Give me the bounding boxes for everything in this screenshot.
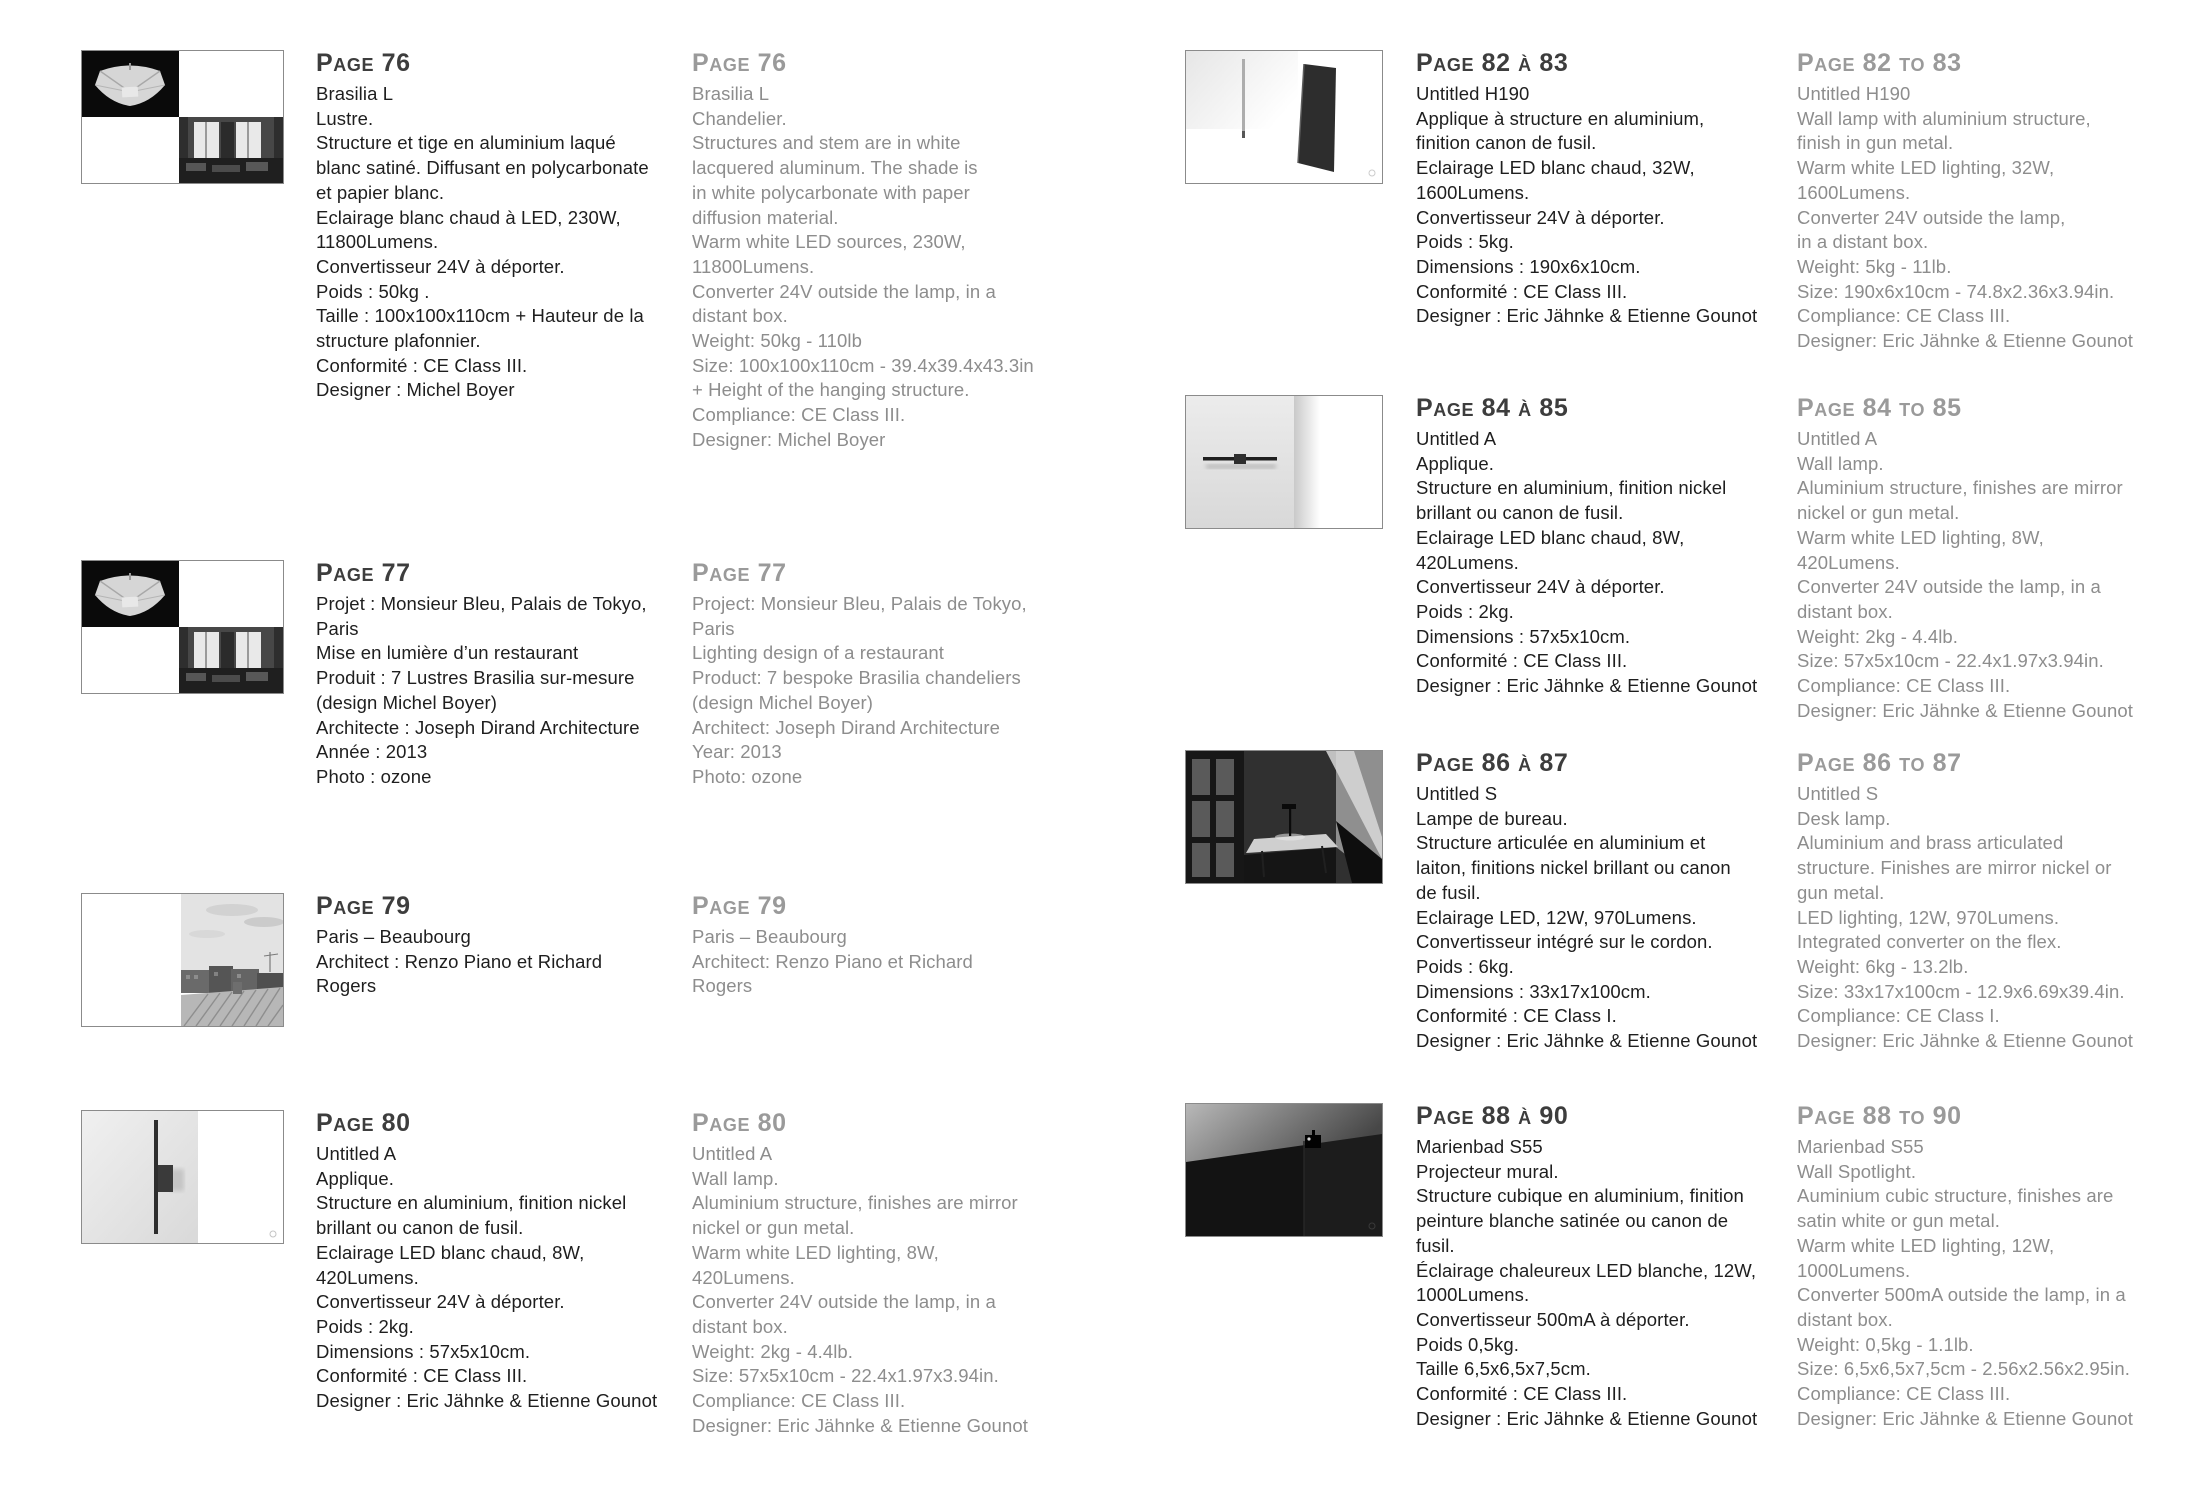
text-line: Untitled A — [692, 1143, 773, 1164]
text-line: Architect: Joseph Dirand Architecture — [692, 716, 1001, 738]
text-line: Designer: Michel Boyer — [692, 428, 886, 450]
text-line: diffusion material. — [692, 206, 839, 228]
text-line: Structure en aluminium, finition nickel — [316, 1192, 627, 1214]
text-line: Designer: Eric Jähnke & Etienne Gounot — [692, 1414, 1028, 1436]
text-line: Size: 33x17x100cm - 12.9x6.69x39.4in. — [1797, 980, 2125, 1002]
text-line: Weight: 0,5kg - 1.1lb. — [1797, 1333, 1974, 1355]
page-heading-en: Page 80 — [692, 1109, 787, 1137]
untitled-h190-wall-lamp-photo — [1185, 50, 1383, 184]
description-text-en — [692, 925, 1087, 999]
text-line: 11800Lumens. — [692, 255, 815, 277]
description-text-fr — [1416, 1135, 1797, 1431]
text-line: Weight: 6kg - 13.2lb. — [1797, 955, 1969, 977]
french-description-column — [316, 560, 692, 790]
text-line: Lustre. — [316, 107, 374, 129]
english-description-column — [692, 1110, 1087, 1438]
description-text-en — [1797, 1135, 2192, 1431]
text-line: Convertisseur 24V à déporter. — [316, 255, 565, 277]
text-line: Compliance: CE Class III. — [692, 404, 906, 426]
page-heading-fr: Page 79 — [316, 892, 411, 920]
text-line: 420Lumens. — [692, 1266, 795, 1288]
text-line: Warm white LED sources, 230W, — [692, 231, 966, 253]
description-text-en — [692, 82, 1087, 453]
text-line: Designer : Eric Jähnke & Etienne Gounot — [316, 1390, 658, 1412]
text-line: Poids : 5kg. — [1416, 231, 1514, 253]
text-line: Conformité : CE Class III. — [1416, 1383, 1628, 1405]
catalog-entry-page-86-87 — [1185, 750, 2192, 1054]
text-line: Wall Spotlight. — [1797, 1160, 1917, 1182]
text-line: Paris – Beaubourg — [692, 926, 847, 947]
text-line: Dimensions : 57x5x10cm. — [316, 1340, 531, 1362]
english-description-column — [1797, 50, 2192, 354]
page-heading-fr: Page 76 — [316, 49, 411, 77]
text-line: Poids : 50kg . — [316, 280, 430, 302]
text-line: Warm white LED lighting, 8W, — [1797, 526, 2044, 548]
text-line: Year: 2013 — [692, 741, 782, 763]
text-line: Convertisseur intégré sur le cordon. — [1416, 931, 1713, 953]
text-line: Untitled A — [1797, 428, 1878, 449]
text-line: Produit : 7 Lustres Brasilia sur-mesure — [316, 667, 635, 689]
text-line: Desk lamp. — [1797, 807, 1891, 829]
text-line: Designer : Eric Jähnke & Etienne Gounot — [1416, 1030, 1758, 1052]
untitled-a-horizontal-wall-lamp-photo — [1185, 395, 1383, 529]
french-description-column — [316, 50, 692, 403]
untitled-a-wall-lamp-photo — [81, 1110, 284, 1244]
text-line: Converter 24V outside the lamp, in a — [692, 280, 996, 302]
text-line: Designer : Eric Jähnke & Etienne Gounot — [1416, 675, 1758, 697]
text-line: Paris – Beaubourg — [316, 926, 471, 947]
text-line: (design Michel Boyer) — [692, 691, 874, 713]
english-description-column — [1797, 750, 2192, 1054]
text-line: Paris — [316, 617, 359, 639]
text-line: Poids : 6kg. — [1416, 955, 1514, 977]
text-line: Taille 6,5x6,5x7,5cm. — [1416, 1358, 1591, 1380]
text-line: Conformité : CE Class III. — [316, 354, 528, 376]
text-line: Weight: 5kg - 11lb. — [1797, 255, 1952, 277]
brasilia-chandelier-collage-image — [81, 560, 284, 694]
text-line: Integrated converter on the flex. — [1797, 931, 2062, 953]
page-heading-fr: Page 84 à 85 — [1416, 394, 1569, 422]
brasilia-collage-graphic — [82, 561, 283, 693]
text-line: Applique. — [1416, 452, 1495, 474]
text-line: Designer: Eric Jähnke & Etienne Gounot — [1797, 1407, 2133, 1429]
catalog-entry-page-77 — [81, 560, 1087, 790]
text-line: Warm white LED lighting, 32W, — [1797, 157, 2055, 179]
french-description-column — [1416, 1103, 1797, 1431]
text-line: Brasilia L — [316, 83, 394, 104]
wall-lamp-horizontal-graphic — [1186, 396, 1382, 528]
text-line: Wall lamp. — [1797, 452, 1884, 474]
text-line: Structure cubique en aluminium, finition — [1416, 1185, 1744, 1207]
text-line: Weight: 2kg - 4.4lb. — [692, 1340, 854, 1362]
spotlight-dark-room-graphic — [1186, 1104, 1382, 1236]
description-text-fr — [1416, 782, 1797, 1054]
text-line: distant box. — [1797, 600, 1893, 622]
text-line: Dimensions : 33x17x100cm. — [1416, 980, 1651, 1002]
wall-lamp-vertical-graphic — [82, 1111, 283, 1243]
catalog-entry-page-82-83 — [1185, 50, 2192, 354]
page-heading-fr: Page 82 à 83 — [1416, 49, 1569, 77]
page-heading-en: Page 76 — [692, 49, 787, 77]
text-line: Conformité : CE Class I. — [1416, 1005, 1617, 1027]
text-line: Dimensions : 57x5x10cm. — [1416, 625, 1631, 647]
marienbad-s55-spotlight-photo — [1185, 1103, 1383, 1237]
description-text-en — [1797, 782, 2192, 1054]
text-line: Paris — [692, 617, 735, 639]
text-line: Rogers — [692, 975, 753, 997]
text-line: Aluminium and brass articulated — [1797, 832, 2064, 854]
text-line: Converter 24V outside the lamp, in a — [1797, 576, 2101, 598]
text-line: Structure articulée en aluminium et — [1416, 832, 1706, 854]
text-line: Aluminium structure, finishes are mirror — [1797, 477, 2123, 499]
text-line: Converter 24V outside the lamp, in a — [692, 1291, 996, 1313]
text-line: Structure en aluminium, finition nickel — [1416, 477, 1727, 499]
h190-lamp-graphic — [1186, 51, 1382, 183]
text-line: Architect : Renzo Piano et Richard — [316, 950, 603, 972]
text-line: Aluminium structure, finishes are mirror — [692, 1192, 1018, 1214]
text-line: Untitled A — [316, 1143, 397, 1164]
description-text-fr — [1416, 82, 1797, 329]
text-line: Compliance: CE Class III. — [1797, 305, 2011, 327]
text-line: Lampe de bureau. — [1416, 807, 1568, 829]
text-line: Mise en lumière d’un restaurant — [316, 642, 579, 664]
text-line: 1600Lumens. — [1797, 181, 1911, 203]
text-line: blanc satiné. Diffusant en polycarbonate — [316, 157, 649, 179]
french-description-column — [1416, 395, 1797, 699]
brasilia-chandelier-collage-image — [81, 50, 284, 184]
text-line: Photo: ozone — [692, 765, 803, 787]
text-line: Size: 57x5x10cm - 22.4x1.97x3.94in. — [692, 1365, 999, 1387]
page-heading-fr: Page 88 à 90 — [1416, 1102, 1569, 1130]
text-line: satin white or gun metal. — [1797, 1210, 2001, 1232]
catalog-entry-page-84-85 — [1185, 395, 2192, 723]
catalog-entry-page-79 — [81, 893, 1087, 1027]
text-line: Chandelier. — [692, 107, 787, 129]
text-line: Untitled S — [1416, 783, 1498, 804]
text-line: Untitled S — [1797, 783, 1879, 804]
text-line: peinture blanche satinée ou canon de — [1416, 1210, 1729, 1232]
text-line: Size: 6,5x6,5x7,5cm - 2.56x2.56x2.95in. — [1797, 1358, 2130, 1380]
text-line: Eclairage blanc chaud à LED, 230W, — [316, 206, 621, 228]
text-line: Projecteur mural. — [1416, 1160, 1559, 1182]
text-line: Size: 100x100x110cm - 39.4x39.4x43.3in — [692, 354, 1034, 376]
french-description-column — [316, 1110, 692, 1414]
description-text-en — [692, 592, 1087, 790]
text-line: structure. Finishes are mirror nickel or — [1797, 857, 2112, 879]
catalog-entry-page-76 — [81, 50, 1087, 453]
text-line: Size: 57x5x10cm - 22.4x1.97x3.94in. — [1797, 650, 2104, 672]
description-text-fr — [316, 592, 692, 790]
text-line: LED lighting, 12W, 970Lumens. — [1797, 906, 2060, 928]
brasilia-collage-graphic — [82, 51, 283, 183]
page-heading-en: Page 86 to 87 — [1797, 749, 1962, 777]
text-line: gun metal. — [1797, 881, 1885, 903]
catalog-entry-page-80 — [81, 1110, 1087, 1438]
text-line: Eclairage LED blanc chaud, 8W, — [316, 1241, 585, 1263]
english-description-column — [1797, 395, 2192, 723]
text-line: Conformité : CE Class III. — [316, 1365, 528, 1387]
text-line: Designer : Michel Boyer — [316, 379, 515, 401]
text-line: 11800Lumens. — [316, 231, 439, 253]
text-line: Projet : Monsieur Bleu, Palais de Tokyo, — [316, 593, 647, 614]
text-line: in a distant box. — [1797, 231, 1929, 253]
page-heading-fr: Page 86 à 87 — [1416, 749, 1569, 777]
text-line: Marienbad S55 — [1797, 1136, 1924, 1157]
text-line: Rogers — [316, 975, 377, 997]
text-line: Compliance: CE Class III. — [692, 1390, 906, 1412]
text-line: laiton, finitions nickel brillant ou canon — [1416, 857, 1731, 879]
text-line: Structure et tige en aluminium laqué — [316, 132, 616, 154]
text-line: Auminium cubic structure, finishes are — [1797, 1185, 2114, 1207]
text-line: nickel or gun metal. — [1797, 502, 1960, 524]
text-line: 1000Lumens. — [1416, 1284, 1530, 1306]
text-line: Poids : 2kg. — [316, 1315, 414, 1337]
text-line: brillant ou canon de fusil. — [316, 1217, 524, 1239]
text-line: Converter 500mA outside the lamp, in a — [1797, 1284, 2126, 1306]
text-line: Untitled H190 — [1797, 83, 1911, 104]
french-description-column — [1416, 750, 1797, 1054]
description-text-en — [1797, 427, 2192, 723]
text-line: Designer: Eric Jähnke & Etienne Gounot — [1797, 699, 2133, 721]
text-line: Éclairage chaleureux LED blanche, 12W, — [1416, 1259, 1757, 1281]
text-line: Applique à structure en aluminium, — [1416, 107, 1705, 129]
page-heading-fr: Page 80 — [316, 1109, 411, 1137]
text-line: Conformité : CE Class III. — [1416, 280, 1628, 302]
text-line: Photo : ozone — [316, 765, 432, 787]
text-line: finition canon de fusil. — [1416, 132, 1597, 154]
text-line: Untitled A — [1416, 428, 1497, 449]
text-line: distant box. — [1797, 1308, 1893, 1330]
french-description-column — [316, 893, 692, 999]
text-line: Weight: 50kg - 110lb — [692, 330, 862, 352]
text-line: brillant ou canon de fusil. — [1416, 502, 1624, 524]
text-line: Poids 0,5kg. — [1416, 1333, 1520, 1355]
text-line: Untitled H190 — [1416, 83, 1530, 104]
text-line: Converter 24V outside the lamp, — [1797, 206, 2066, 228]
text-line: Eclairage LED blanc chaud, 8W, — [1416, 526, 1685, 548]
text-line: Eclairage LED blanc chaud, 32W, — [1416, 157, 1695, 179]
text-line: Année : 2013 — [316, 741, 428, 763]
text-line: Designer: Eric Jähnke & Etienne Gounot — [1797, 330, 2133, 352]
text-line: Convertisseur 24V à déporter. — [1416, 206, 1665, 228]
text-line: de fusil. — [1416, 881, 1481, 903]
text-line: Marienbad S55 — [1416, 1136, 1543, 1157]
text-line: + Height of the hanging structure. — [692, 379, 970, 401]
text-line: 1000Lumens. — [1797, 1259, 1911, 1281]
text-line: Structures and stem are in white — [692, 132, 961, 154]
text-line: Lighting design of a restaurant — [692, 642, 944, 664]
text-line: Eclairage LED, 12W, 970Lumens. — [1416, 906, 1697, 928]
text-line: Dimensions : 190x6x10cm. — [1416, 255, 1641, 277]
text-line: Weight: 2kg - 4.4lb. — [1797, 625, 1959, 647]
page-heading-en: Page 88 to 90 — [1797, 1102, 1962, 1130]
text-line: Poids : 2kg. — [1416, 600, 1514, 622]
english-description-column — [692, 893, 1087, 999]
description-text-en — [692, 1142, 1087, 1438]
text-line: 420Lumens. — [316, 1266, 419, 1288]
english-description-column — [1797, 1103, 2192, 1431]
text-line: Taille : 100x100x110cm + Hauteur de la — [316, 305, 644, 327]
text-line: structure plafonnier. — [316, 330, 481, 352]
english-description-column — [692, 50, 1087, 453]
text-line: Designer : Eric Jähnke & Etienne Gounot — [1416, 1407, 1758, 1429]
english-description-column — [692, 560, 1087, 790]
text-line: Wall lamp. — [692, 1167, 779, 1189]
text-line: Designer : Eric Jähnke & Etienne Gounot — [1416, 305, 1758, 327]
text-line: finish in gun metal. — [1797, 132, 1954, 154]
text-line: Compliance: CE Class III. — [1797, 1383, 2011, 1405]
text-line: Convertisseur 24V à déporter. — [316, 1291, 565, 1313]
text-line: fusil. — [1416, 1234, 1455, 1256]
text-line: nickel or gun metal. — [692, 1217, 855, 1239]
text-line: distant box. — [692, 1315, 788, 1337]
text-line: Convertisseur 500mA à déporter. — [1416, 1308, 1690, 1330]
page-heading-en: Page 82 to 83 — [1797, 49, 1962, 77]
text-line: 420Lumens. — [1416, 551, 1519, 573]
text-line: in white polycarbonate with paper — [692, 181, 970, 203]
description-text-en — [1797, 82, 2192, 354]
text-line: Size: 190x6x10cm - 74.8x2.36x3.94in. — [1797, 280, 2115, 302]
text-line: Applique. — [316, 1167, 395, 1189]
text-line: Warm white LED lighting, 12W, — [1797, 1234, 2055, 1256]
text-line: Architecte : Joseph Dirand Architecture — [316, 716, 640, 738]
text-line: lacquered aluminum. The shade is — [692, 157, 978, 179]
paris-beaubourg-photo — [81, 893, 284, 1027]
text-line: Brasilia L — [692, 83, 770, 104]
text-line: (design Michel Boyer) — [316, 691, 498, 713]
text-line: 1600Lumens. — [1416, 181, 1530, 203]
paris-rooftop-graphic — [82, 894, 283, 1026]
text-line: Product: 7 bespoke Brasilia chandeliers — [692, 667, 1021, 689]
text-line: Designer: Eric Jähnke & Etienne Gounot — [1797, 1030, 2133, 1052]
text-line: Compliance: CE Class I. — [1797, 1005, 2000, 1027]
text-line: Conformité : CE Class III. — [1416, 650, 1628, 672]
description-text-fr — [316, 82, 692, 403]
untitled-s-desk-lamp-photo — [1185, 750, 1383, 884]
page-heading-fr: Page 77 — [316, 559, 411, 587]
catalog-entry-page-88-90 — [1185, 1103, 2192, 1431]
text-line: et papier blanc. — [316, 181, 445, 203]
description-text-fr — [316, 925, 692, 999]
description-text-fr — [1416, 427, 1797, 699]
text-line: Architect: Renzo Piano et Richard — [692, 950, 973, 972]
text-line: Convertisseur 24V à déporter. — [1416, 576, 1665, 598]
page-heading-en: Page 77 — [692, 559, 787, 587]
description-text-fr — [316, 1142, 692, 1414]
text-line: 420Lumens. — [1797, 551, 1900, 573]
text-line: Wall lamp with aluminium structure, — [1797, 107, 2091, 129]
text-line: Warm white LED lighting, 8W, — [692, 1241, 939, 1263]
text-line: distant box. — [692, 305, 788, 327]
text-line: Project: Monsieur Bleu, Palais de Tokyo, — [692, 593, 1027, 614]
text-line: Compliance: CE Class III. — [1797, 675, 2011, 697]
desk-lamp-interior-graphic — [1186, 751, 1382, 883]
page-heading-en: Page 84 to 85 — [1797, 394, 1962, 422]
french-description-column — [1416, 50, 1797, 329]
page-heading-en: Page 79 — [692, 892, 787, 920]
